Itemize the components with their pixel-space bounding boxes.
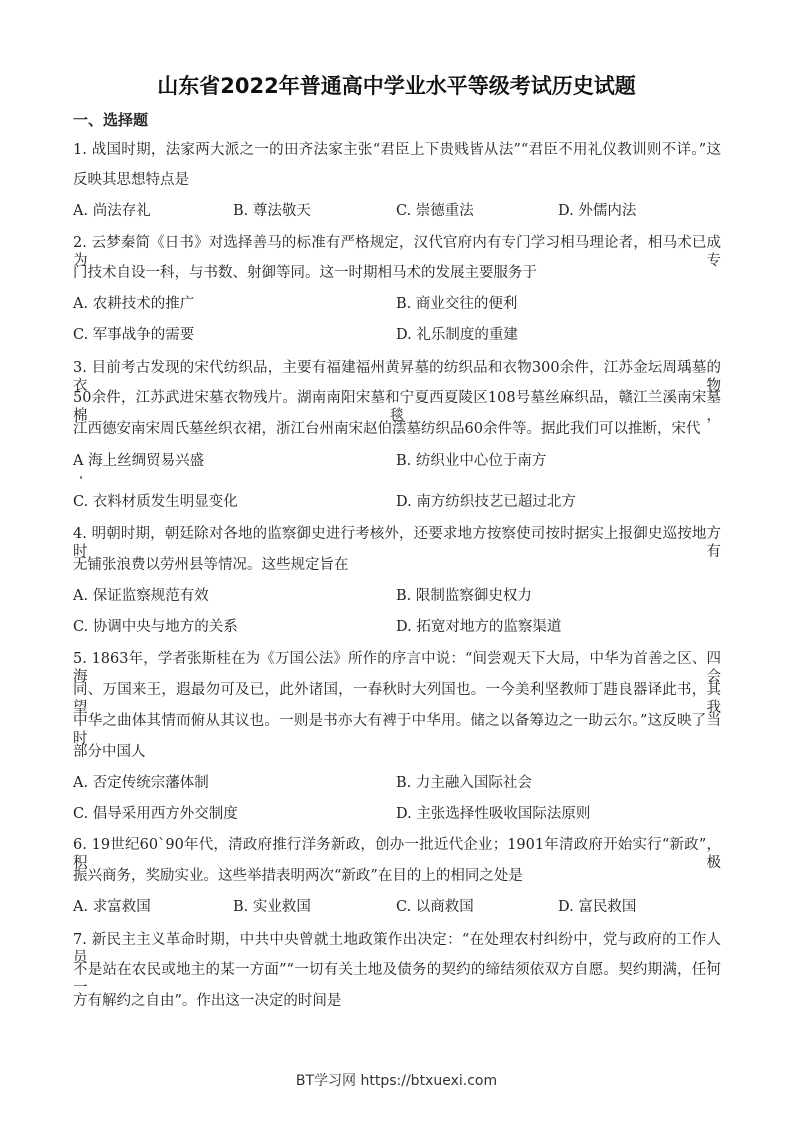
- page-title: 山东省2022年普通高中学业水平等级考试历史试题: [157, 74, 636, 98]
- q5-option-b[interactable]: B. 力主融入国际社会: [396, 775, 532, 791]
- q2-option-a[interactable]: A. 农耕技术的推广: [73, 296, 195, 312]
- q5-option-a[interactable]: A. 否定传统宗藩体制: [73, 775, 209, 791]
- q2-option-c[interactable]: C. 军事战争的需要: [73, 327, 195, 343]
- q1-option-c[interactable]: C. 崇德重法: [396, 203, 474, 219]
- question-1-text: 反映其思想特点是: [73, 172, 189, 188]
- q6-option-b[interactable]: B. 实业救国: [233, 899, 311, 915]
- q5-option-d[interactable]: D. 主张选择性吸收国际法原则: [396, 806, 591, 822]
- question-1-text: 1. 战国时期，法家两大派之一的田齐法家主张“君臣上下贵贱皆从法”“君臣不用礼仪教训则不详。”这: [73, 142, 721, 158]
- q1-option-a[interactable]: A. 尚法存礼: [73, 203, 151, 219]
- q5-option-c[interactable]: C. 倡导采用西方外交制度: [73, 806, 238, 822]
- question-3-text: 江西德安南宋周氏墓丝织衣裙，浙江台州南宋赵伯澐墓纺织品60余件等。据此我们可以推断，宋代: [73, 421, 701, 437]
- question-7-text: 7. 新民主主义革命时期，中共中央曾就土地政策作出决定：“在处理农村纠纷中，党与政府的工作人员，: [73, 932, 721, 966]
- question-5-text: 部分中国人: [73, 744, 146, 760]
- q1-option-d[interactable]: D. 外儒内法: [558, 203, 637, 219]
- question-5-text: 5. 1863年，学者张斯桂在为《万国公法》所作的序言中说：“间尝观天下大局，中华为首善之区、四海会: [73, 651, 721, 685]
- section-heading: 一、选择题: [73, 111, 149, 129]
- question-2-text: 门技术自设一科，与书数、射御等同。这一时期相马术的发展主要服务于: [73, 265, 537, 281]
- question-6-text: 6. 19世纪60`90年代，清政府推行洋务新政，创办一批近代企业；1901年清政府开始实行“新政”，积极: [73, 837, 721, 871]
- question-7-text: 不是站在农民或地主的某一方面”“一切有关土地及债务的契约的缔结须依双方自愿。契约期满，任何一: [73, 962, 721, 996]
- footer-watermark: BT学习网 https://btxuexi.com: [295, 1073, 498, 1089]
- stray-mark: [80, 476, 82, 479]
- q1-option-b[interactable]: B. 尊法敬天: [233, 203, 311, 219]
- q4-option-d[interactable]: D. 拓宽对地方的监察渠道: [396, 619, 562, 635]
- question-4-text: 4. 明朝时期，朝廷除对各地的监察御史进行考核外，还要求地方按察使司按时据实上报御史巡按地方时有: [73, 526, 721, 560]
- question-5-text: 同、万国来王，遐最勿可及已，此外诸国，一春秋时大列国也。一今美利坚教师丁韪良器译此书，其望我: [73, 682, 721, 716]
- question-3-text: 3. 目前考古发现的宋代纺织品，主要有福建福州黄昇墓的纺织品和衣物300余件，江苏金坛周瑀墓的衣物: [73, 360, 721, 394]
- q4-option-b[interactable]: B. 限制监察御史权力: [396, 588, 532, 604]
- q3-option-a[interactable]: A 海上丝绸贸易兴盛: [73, 453, 205, 469]
- q6-option-d[interactable]: D. 富民救国: [558, 899, 637, 915]
- q2-option-b[interactable]: B. 商业交往的便利: [396, 296, 518, 312]
- q2-option-d[interactable]: D. 礼乐制度的重建: [396, 327, 518, 343]
- q4-option-a[interactable]: A. 保证监察规范有效: [73, 588, 209, 604]
- question-3-text: 50余件，江苏武进宋墓衣物残片。湖南南阳宋墓和宁夏西夏陵区108号墓丝麻织品，赣江兰溪南宋墓棉毯，: [73, 390, 721, 424]
- question-7-text: 方有解约之自由”。作出这一决定的时间是: [73, 993, 342, 1009]
- question-2-text: 2. 云梦秦简《日书》对选择善马的标准有严格规定，汉代官府内有专门学习相马理论者，相马术已成为专: [73, 235, 721, 269]
- q6-option-c[interactable]: C. 以商救国: [396, 899, 474, 915]
- q3-option-b[interactable]: B. 纺织业中心位于南方: [396, 453, 547, 469]
- question-5-text: 中华之曲体其情而俯从其议也。一则是书亦大有裨于中华用。储之以备筹边之一助云尔。”这反映了当时: [73, 713, 721, 747]
- q4-option-c[interactable]: C. 协调中央与地方的关系: [73, 619, 238, 635]
- q3-option-d[interactable]: D. 南方纺织技艺已超过北方: [396, 494, 576, 510]
- q6-option-a[interactable]: A. 求富救国: [73, 899, 151, 915]
- q3-option-c[interactable]: C. 衣料材质发生明显变化: [73, 494, 238, 510]
- question-4-text: 无铺张浪费以劳州县等情况。这些规定旨在: [73, 557, 349, 573]
- question-6-text: 振兴商务，奖励实业。这些举措表明两次“新政”在目的上的相同之处是: [73, 868, 523, 884]
